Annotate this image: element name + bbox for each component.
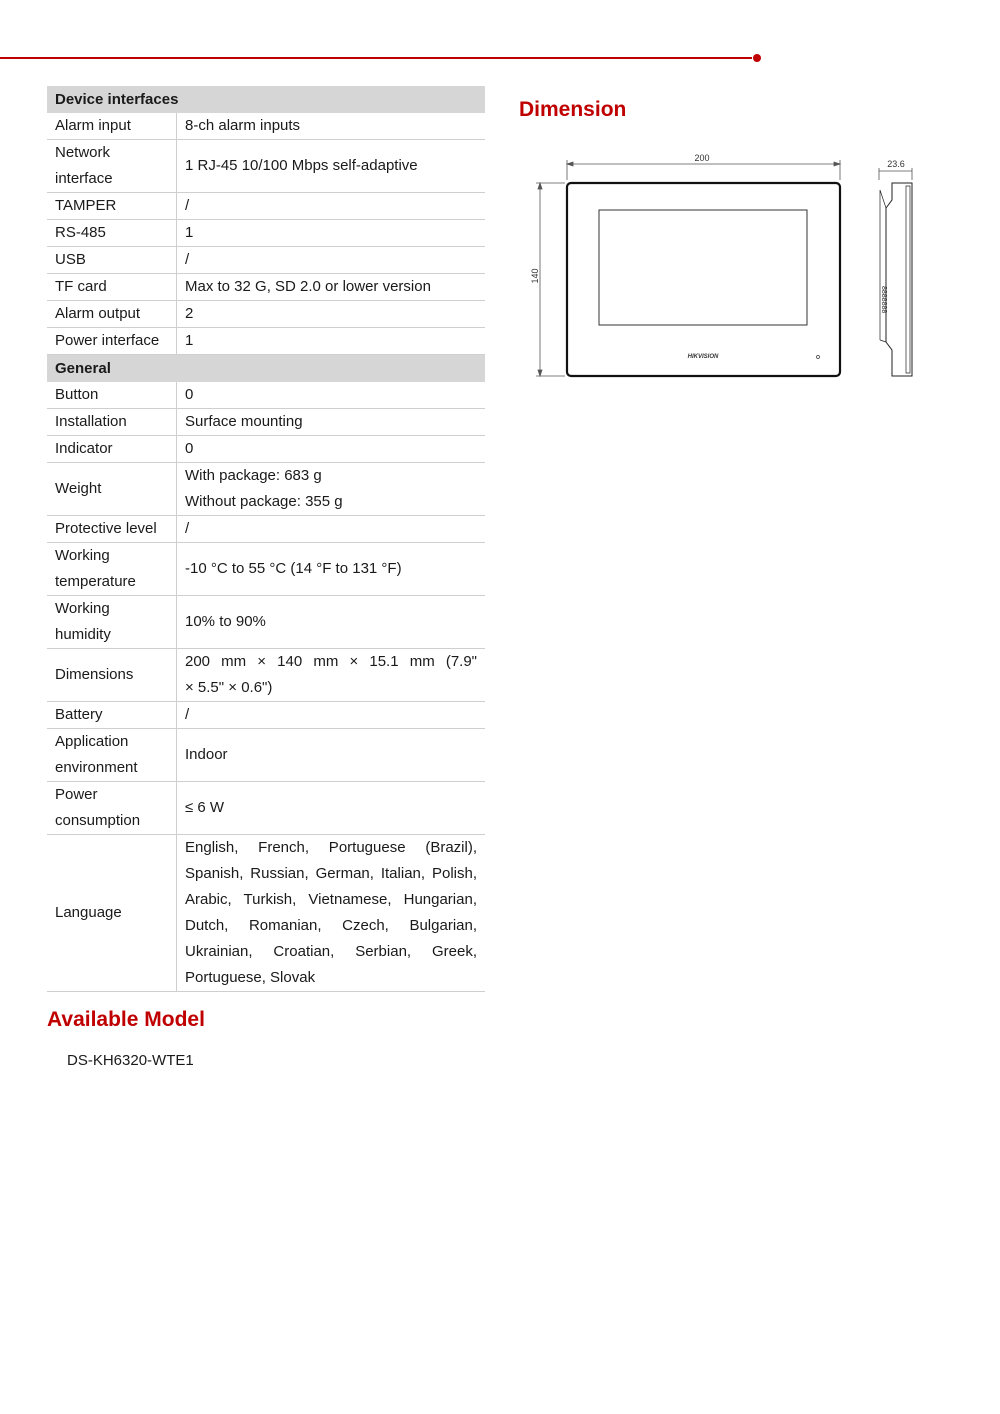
spec-key: Indicator — [47, 436, 177, 463]
spec-key: Working temperature — [47, 543, 177, 596]
side-ports-mark: 8888888 — [880, 286, 887, 314]
side-view-outline — [880, 183, 912, 376]
spec-key: TF card — [47, 274, 177, 301]
spec-key: Application environment — [47, 729, 177, 782]
spec-row — [47, 301, 485, 328]
spec-value-line: / — [185, 520, 190, 537]
spec-value-line: Surface mounting — [185, 413, 303, 430]
spec-value-line: English, French, Portuguese (Brazil), — [185, 839, 477, 856]
spec-value-line: 2 — [185, 305, 194, 322]
spec-key: Power interface — [47, 328, 177, 355]
spec-value — [177, 193, 486, 220]
spec-key: TAMPER — [47, 193, 177, 220]
spec-row — [47, 328, 485, 355]
section-header — [47, 86, 485, 113]
spec-row — [47, 247, 485, 274]
height-label: 140 — [530, 268, 540, 284]
header-rule-dot — [753, 54, 761, 62]
spec-row — [47, 113, 485, 140]
spec-key: Protective level — [47, 516, 177, 543]
spec-value — [177, 835, 486, 992]
spec-value — [177, 702, 486, 729]
model-number: DS-KH6320-WTE1 — [67, 1052, 194, 1069]
spec-value — [177, 220, 486, 247]
spec-value-line: ≤ 6 W — [185, 799, 225, 816]
spec-value — [177, 649, 486, 702]
spec-value-line: Indoor — [185, 746, 228, 763]
spec-value — [177, 463, 486, 516]
spec-row — [47, 543, 485, 596]
spec-value — [177, 516, 486, 543]
spec-row — [47, 220, 485, 247]
spec-key: Language — [47, 835, 177, 992]
spec-value — [177, 382, 486, 409]
spec-key: Network interface — [47, 140, 177, 193]
spec-key: Working humidity — [47, 596, 177, 649]
spec-key: Installation — [47, 409, 177, 436]
section-header — [47, 355, 485, 383]
spec-key: Alarm input — [47, 113, 177, 140]
spec-key: Alarm output — [47, 301, 177, 328]
spec-key: RS-485 — [47, 220, 177, 247]
spec-value-line: / — [185, 706, 190, 723]
spec-table — [47, 86, 485, 992]
section-title: General — [47, 355, 485, 383]
spec-key: Battery — [47, 702, 177, 729]
spec-value-line: 10% to 90% — [185, 613, 266, 630]
spec-row — [47, 782, 485, 835]
spec-row — [47, 596, 485, 649]
spec-key: Power consumption — [47, 782, 177, 835]
spec-row — [47, 516, 485, 543]
spec-value-line: 8-ch alarm inputs — [185, 117, 301, 134]
spec-value — [177, 140, 486, 193]
spec-value — [177, 274, 486, 301]
spec-value-line: Arabic, Turkish, Vietnamese, Hungarian, — [185, 891, 477, 908]
spec-key: Button — [47, 382, 177, 409]
spec-row — [47, 140, 485, 193]
width-arrow-right — [834, 162, 840, 166]
spec-value-line: Dutch, Romanian, Czech, Bulgarian, — [185, 917, 477, 934]
spec-row — [47, 409, 485, 436]
spec-key: Weight — [47, 463, 177, 516]
spec-value-line: / — [185, 197, 190, 214]
spec-value — [177, 301, 486, 328]
spec-row — [47, 729, 485, 782]
available-model-heading: Available Model — [47, 1008, 205, 1031]
spec-value-line: 0 — [185, 440, 194, 457]
depth-label: 23.6 — [887, 159, 905, 169]
spec-value — [177, 113, 486, 140]
spec-value-line: Spanish, Russian, German, Italian, Polish, — [185, 865, 477, 882]
spec-value-line: 1 RJ-45 10/100 Mbps self-adaptive — [185, 157, 418, 174]
spec-value — [177, 328, 486, 355]
spec-row — [47, 193, 485, 220]
spec-value-line: 200 mm × 140 mm × 15.1 mm (7.9" — [185, 653, 477, 670]
spec-key: Dimensions — [47, 649, 177, 702]
height-arrow-bottom — [538, 370, 542, 376]
spec-row — [47, 274, 485, 301]
dimension-drawing — [530, 150, 920, 385]
spec-row — [47, 702, 485, 729]
spec-row — [47, 835, 485, 992]
spec-value-line: 1 — [185, 332, 194, 349]
spec-value — [177, 247, 486, 274]
spec-value-line: 0 — [185, 386, 194, 403]
spec-value — [177, 409, 486, 436]
height-arrow-top — [538, 183, 542, 189]
spec-row — [47, 436, 485, 463]
spec-value-line: Without package: 355 g — [185, 493, 343, 510]
spec-value-line: / — [185, 251, 190, 268]
dimension-heading: Dimension — [519, 98, 627, 121]
spec-value-line: 1 — [185, 224, 194, 241]
width-label: 200 — [694, 153, 710, 163]
spec-row — [47, 463, 485, 516]
spec-value — [177, 782, 486, 835]
spec-value-line: Portuguese, Slovak — [185, 969, 316, 986]
spec-value-line: Max to 32 G, SD 2.0 or lower version — [185, 278, 431, 295]
spec-value-line: Ukrainian, Croatian, Serbian, Greek, — [185, 943, 477, 960]
spec-value — [177, 596, 486, 649]
spec-value-line: With package: 683 g — [185, 467, 322, 484]
spec-value — [177, 436, 486, 463]
spec-row — [47, 649, 485, 702]
screen-outline — [599, 210, 807, 325]
header-rule — [0, 57, 752, 59]
brand-mark: HIKVISION — [687, 354, 719, 360]
spec-value-line: × 5.5" × 0.6") — [185, 679, 273, 696]
section-title: Device interfaces — [47, 86, 485, 113]
width-arrow-left — [567, 162, 573, 166]
spec-value-line: -10 °C to 55 °C (14 °F to 131 °F) — [185, 560, 402, 577]
spec-key: USB — [47, 247, 177, 274]
spec-value — [177, 729, 486, 782]
spec-row — [47, 382, 485, 409]
spec-value — [177, 543, 486, 596]
